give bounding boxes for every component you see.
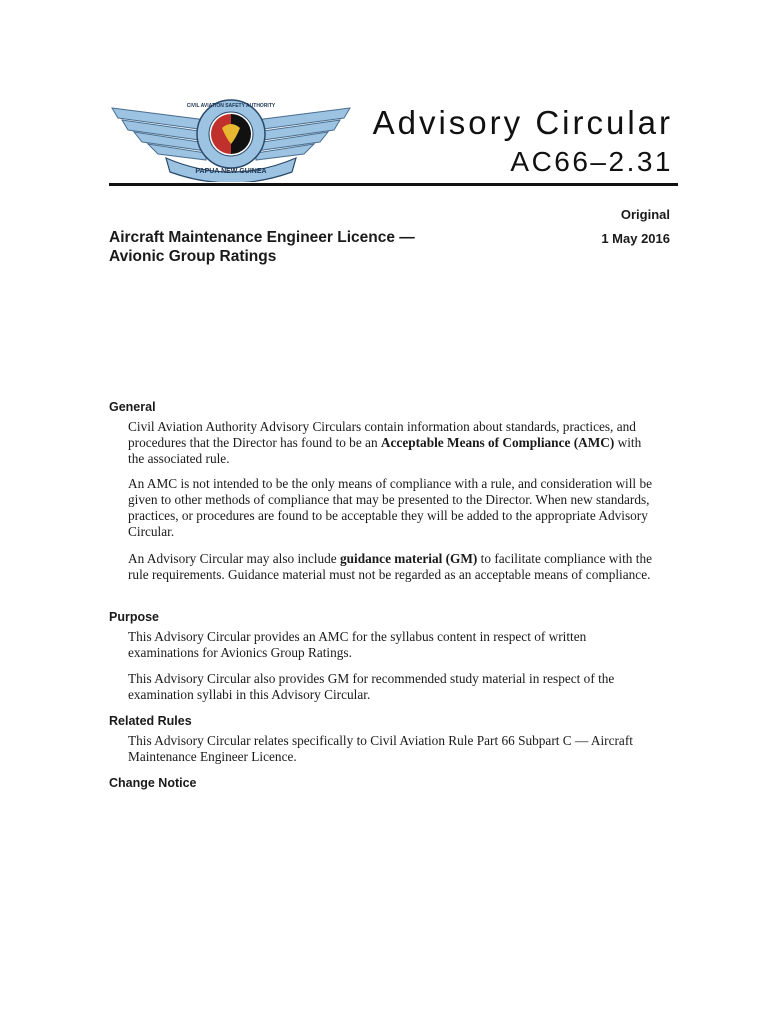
- document-title-line2: Avionic Group Ratings: [109, 248, 277, 265]
- related-rules-paragraph: This Advisory Circular relates specifically to Civil Aviation Rule Part 66 Subpart C — Aircraft Maintenance Engineer Licence.: [128, 733, 633, 764]
- header-code: AC66–2.31: [510, 146, 673, 177]
- header-divider: [109, 183, 678, 186]
- document-title: [109, 228, 509, 266]
- section-heading-related-rules: Related Rules: [109, 714, 192, 728]
- general-paragraph-3: An Advisory Circular may also include guidance material (GM) to facilitate compliance with the rule requirements. Guidance material must not be regarded as an acceptable means of compliance.: [128, 551, 652, 582]
- document-date: 1 May 2016: [601, 231, 670, 246]
- general-paragraph-1: Civil Aviation Authority Advisory Circulars contain information about standards, practices, and procedures that the Director has found to be an Acceptable Means of Compliance (AMC) with the associated rule.: [128, 419, 642, 466]
- purpose-paragraph-1: This Advisory Circular provides an AMC for the syllabus content in respect of written examinations for Avionics Group Ratings.: [128, 629, 587, 660]
- casa-png-logo: [108, 98, 354, 182]
- general-paragraph-2: An AMC is not intended to be the only means of compliance with a rule, and consideration will be given to other methods of compliance that may be presented to the Director. When new standards, practices, or procedures are found to be acceptable they will be added to the appropriate Advisory Circular.: [128, 476, 653, 539]
- section-heading-general: General: [109, 400, 156, 414]
- section-heading-change-notice: Change Notice: [109, 776, 197, 790]
- header-title: Advisory Circular: [372, 104, 673, 141]
- purpose-paragraph-2: This Advisory Circular also provides GM for recommended study material in respect of the examination syllabi in this Advisory Circular.: [128, 671, 615, 702]
- logo-ring-text: CIVIL AVIATION SAFETY AUTHORITY: [186, 103, 276, 109]
- section-heading-purpose: Purpose: [109, 610, 160, 624]
- logo-banner-text: PAPUA NEW GUINEA: [195, 168, 267, 175]
- document-status: Original: [620, 207, 670, 222]
- document-title-line1: Aircraft Maintenance Engineer Licence —: [109, 229, 415, 246]
